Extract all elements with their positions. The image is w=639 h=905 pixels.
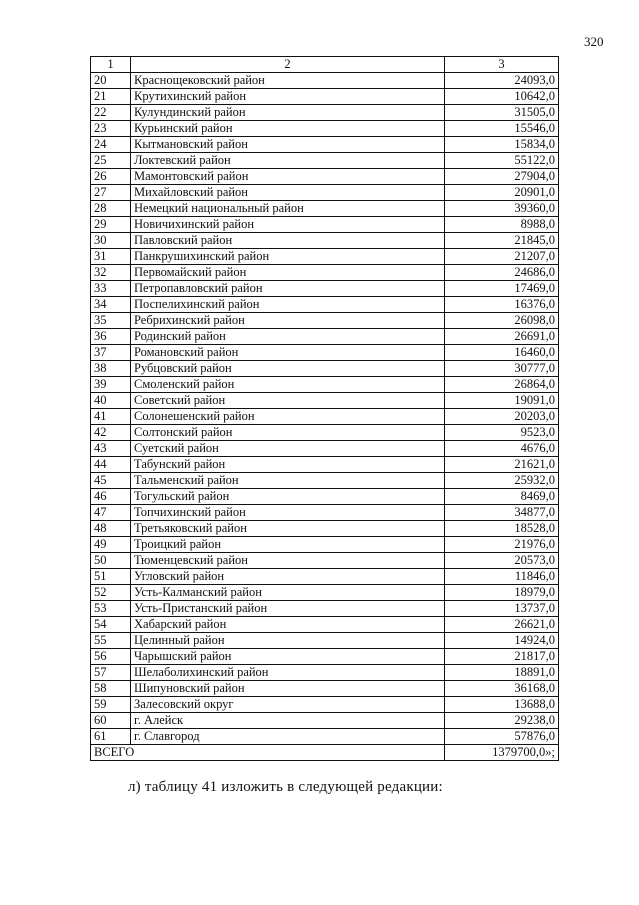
amount-cell: 21845,0 xyxy=(445,233,559,249)
row-number-cell: 46 xyxy=(91,489,131,505)
table-row xyxy=(91,681,559,697)
district-name-cell: Чарышский район xyxy=(131,649,445,665)
district-name-cell: Павловский район xyxy=(131,233,445,249)
amount-cell: 13737,0 xyxy=(445,601,559,617)
table-row xyxy=(91,281,559,297)
table-row xyxy=(91,633,559,649)
amount-cell: 9523,0 xyxy=(445,425,559,441)
district-name-cell: Локтевский район xyxy=(131,153,445,169)
row-number-cell: 39 xyxy=(91,377,131,393)
district-name-cell: Советский район xyxy=(131,393,445,409)
table-row xyxy=(91,617,559,633)
amount-cell: 16376,0 xyxy=(445,297,559,313)
row-number-cell: 25 xyxy=(91,153,131,169)
district-name-cell: Краснощековский район xyxy=(131,73,445,89)
amount-cell: 20203,0 xyxy=(445,409,559,425)
district-name-cell: Шелаболихинский район xyxy=(131,665,445,681)
total-value: 1379700,0»; xyxy=(445,745,559,761)
table-row xyxy=(91,233,559,249)
row-number-cell: 60 xyxy=(91,713,131,729)
district-name-cell: Рубцовский район xyxy=(131,361,445,377)
row-number-cell: 20 xyxy=(91,73,131,89)
amount-cell: 29238,0 xyxy=(445,713,559,729)
row-number-cell: 44 xyxy=(91,457,131,473)
row-number-cell: 28 xyxy=(91,201,131,217)
row-number-cell: 61 xyxy=(91,729,131,745)
amount-cell: 34877,0 xyxy=(445,505,559,521)
row-number-cell: 38 xyxy=(91,361,131,377)
row-number-cell: 59 xyxy=(91,697,131,713)
row-number-cell: 50 xyxy=(91,553,131,569)
district-name-cell: Тогульский район xyxy=(131,489,445,505)
table-row xyxy=(91,249,559,265)
amount-cell: 30777,0 xyxy=(445,361,559,377)
district-name-cell: Смоленский район xyxy=(131,377,445,393)
table-row xyxy=(91,585,559,601)
table-row xyxy=(91,329,559,345)
row-number-cell: 57 xyxy=(91,665,131,681)
row-number-cell: 53 xyxy=(91,601,131,617)
row-number-cell: 52 xyxy=(91,585,131,601)
row-number-cell: 40 xyxy=(91,393,131,409)
row-number-cell: 21 xyxy=(91,89,131,105)
table-row xyxy=(91,297,559,313)
district-name-cell: Поспелихинский район xyxy=(131,297,445,313)
total-label: ВСЕГО xyxy=(91,745,445,761)
table-row xyxy=(91,73,559,89)
amount-cell: 18979,0 xyxy=(445,585,559,601)
district-name-cell: Мамонтовский район xyxy=(131,169,445,185)
amount-cell: 8988,0 xyxy=(445,217,559,233)
amount-cell: 36168,0 xyxy=(445,681,559,697)
row-number-cell: 55 xyxy=(91,633,131,649)
district-name-cell: Первомайский район xyxy=(131,265,445,281)
table-row xyxy=(91,425,559,441)
amount-cell: 10642,0 xyxy=(445,89,559,105)
table-row xyxy=(91,569,559,585)
row-number-cell: 47 xyxy=(91,505,131,521)
row-number-cell: 49 xyxy=(91,537,131,553)
row-number-cell: 37 xyxy=(91,345,131,361)
table-row xyxy=(91,489,559,505)
district-name-cell: Михайловский район xyxy=(131,185,445,201)
amount-cell: 57876,0 xyxy=(445,729,559,745)
row-number-cell: 56 xyxy=(91,649,131,665)
row-number-cell: 35 xyxy=(91,313,131,329)
district-name-cell: Суетский район xyxy=(131,441,445,457)
amount-cell: 21207,0 xyxy=(445,249,559,265)
row-number-cell: 58 xyxy=(91,681,131,697)
column-header-3: 3 xyxy=(445,57,559,73)
district-name-cell: Усть-Пристанский район xyxy=(131,601,445,617)
amount-cell: 16460,0 xyxy=(445,345,559,361)
table-row xyxy=(91,265,559,281)
district-name-cell: Панкрушихинский район xyxy=(131,249,445,265)
amount-cell: 17469,0 xyxy=(445,281,559,297)
amount-cell: 21976,0 xyxy=(445,537,559,553)
table-row xyxy=(91,393,559,409)
district-name-cell: Курьинский район xyxy=(131,121,445,137)
table-row xyxy=(91,505,559,521)
row-number-cell: 26 xyxy=(91,169,131,185)
amount-cell: 18528,0 xyxy=(445,521,559,537)
total-row xyxy=(91,745,559,761)
table-row xyxy=(91,361,559,377)
amount-cell: 14924,0 xyxy=(445,633,559,649)
row-number-cell: 48 xyxy=(91,521,131,537)
table-row xyxy=(91,601,559,617)
row-number-cell: 32 xyxy=(91,265,131,281)
district-name-cell: Крутихинский район xyxy=(131,89,445,105)
district-name-cell: Кулундинский район xyxy=(131,105,445,121)
table-header-row xyxy=(91,57,559,73)
district-name-cell: Топчихинский район xyxy=(131,505,445,521)
district-name-cell: Немецкий национальный район xyxy=(131,201,445,217)
row-number-cell: 30 xyxy=(91,233,131,249)
district-name-cell: Третьяковский район xyxy=(131,521,445,537)
amount-cell: 39360,0 xyxy=(445,201,559,217)
table-row xyxy=(91,137,559,153)
table-row xyxy=(91,217,559,233)
table-body xyxy=(91,57,559,761)
row-number-cell: 33 xyxy=(91,281,131,297)
table-row xyxy=(91,697,559,713)
table-row xyxy=(91,89,559,105)
page-number: 320 xyxy=(584,34,604,49)
amount-cell: 55122,0 xyxy=(445,153,559,169)
row-number-cell: 34 xyxy=(91,297,131,313)
table-row xyxy=(91,169,559,185)
row-number-cell: 43 xyxy=(91,441,131,457)
amount-cell: 19091,0 xyxy=(445,393,559,409)
amount-cell: 20573,0 xyxy=(445,553,559,569)
amount-cell: 11846,0 xyxy=(445,569,559,585)
district-name-cell: Целинный район xyxy=(131,633,445,649)
district-name-cell: Петропавловский район xyxy=(131,281,445,297)
district-name-cell: Романовский район xyxy=(131,345,445,361)
column-header-2: 2 xyxy=(131,57,445,73)
amount-cell: 24686,0 xyxy=(445,265,559,281)
amount-cell: 26864,0 xyxy=(445,377,559,393)
amount-cell: 15546,0 xyxy=(445,121,559,137)
amount-cell: 27904,0 xyxy=(445,169,559,185)
table-row xyxy=(91,201,559,217)
table-row xyxy=(91,473,559,489)
table-row xyxy=(91,553,559,569)
row-number-cell: 42 xyxy=(91,425,131,441)
table-row xyxy=(91,121,559,137)
amount-cell: 26621,0 xyxy=(445,617,559,633)
table-row xyxy=(91,457,559,473)
amount-cell: 25932,0 xyxy=(445,473,559,489)
row-number-cell: 45 xyxy=(91,473,131,489)
table-row xyxy=(91,313,559,329)
district-name-cell: Угловский район xyxy=(131,569,445,585)
amount-cell: 24093,0 xyxy=(445,73,559,89)
table-row xyxy=(91,441,559,457)
row-number-cell: 29 xyxy=(91,217,131,233)
district-name-cell: Тюменцевский район xyxy=(131,553,445,569)
table-row xyxy=(91,153,559,169)
table-row xyxy=(91,521,559,537)
row-number-cell: 22 xyxy=(91,105,131,121)
table-row xyxy=(91,649,559,665)
row-number-cell: 54 xyxy=(91,617,131,633)
row-number-cell: 23 xyxy=(91,121,131,137)
amount-cell: 21817,0 xyxy=(445,649,559,665)
district-name-cell: Новичихинский район xyxy=(131,217,445,233)
district-name-cell: Шипуновский район xyxy=(131,681,445,697)
table-row xyxy=(91,537,559,553)
district-name-cell: Троицкий район xyxy=(131,537,445,553)
table-row xyxy=(91,377,559,393)
amount-cell: 15834,0 xyxy=(445,137,559,153)
district-name-cell: Тальменский район xyxy=(131,473,445,489)
column-header-1: 1 xyxy=(91,57,131,73)
amount-cell: 20901,0 xyxy=(445,185,559,201)
table-row xyxy=(91,105,559,121)
amount-cell: 4676,0 xyxy=(445,441,559,457)
table-row xyxy=(91,729,559,745)
amount-cell: 8469,0 xyxy=(445,489,559,505)
table-row xyxy=(91,665,559,681)
district-name-cell: Залесовский округ xyxy=(131,697,445,713)
row-number-cell: 31 xyxy=(91,249,131,265)
amount-cell: 18891,0 xyxy=(445,665,559,681)
closing-instruction: л) таблицу 41 изложить в следующей редакции: xyxy=(128,779,443,795)
amount-cell: 21621,0 xyxy=(445,457,559,473)
district-name-cell: Табунский район xyxy=(131,457,445,473)
allocation-table xyxy=(90,56,559,761)
district-name-cell: Кытмановский район xyxy=(131,137,445,153)
amount-cell: 31505,0 xyxy=(445,105,559,121)
table-row xyxy=(91,185,559,201)
district-name-cell: г. Алейск xyxy=(131,713,445,729)
table-row xyxy=(91,345,559,361)
district-name-cell: Ребрихинский район xyxy=(131,313,445,329)
row-number-cell: 51 xyxy=(91,569,131,585)
table-row xyxy=(91,713,559,729)
amount-cell: 13688,0 xyxy=(445,697,559,713)
district-name-cell: Родинский район xyxy=(131,329,445,345)
row-number-cell: 41 xyxy=(91,409,131,425)
district-name-cell: Солонешенский район xyxy=(131,409,445,425)
amount-cell: 26098,0 xyxy=(445,313,559,329)
row-number-cell: 27 xyxy=(91,185,131,201)
row-number-cell: 24 xyxy=(91,137,131,153)
district-name-cell: Хабарский район xyxy=(131,617,445,633)
district-name-cell: Усть-Калманский район xyxy=(131,585,445,601)
district-name-cell: г. Славгород xyxy=(131,729,445,745)
row-number-cell: 36 xyxy=(91,329,131,345)
amount-cell: 26691,0 xyxy=(445,329,559,345)
table-row xyxy=(91,409,559,425)
district-name-cell: Солтонский район xyxy=(131,425,445,441)
